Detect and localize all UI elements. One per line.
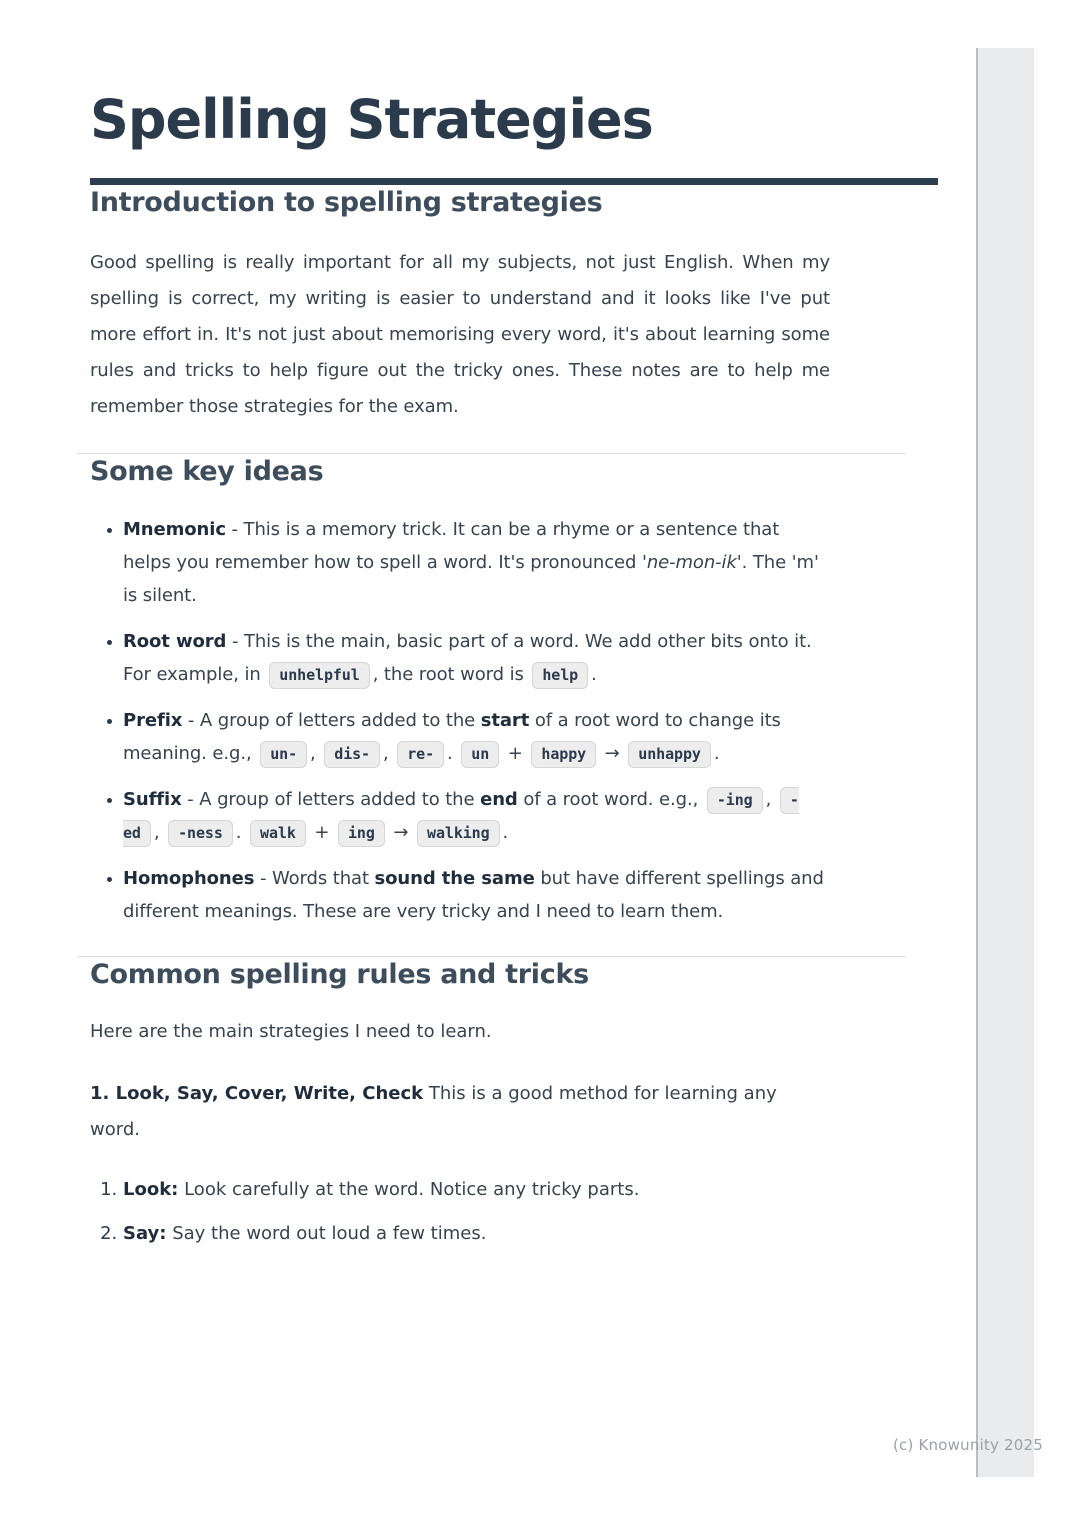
title-rule <box>90 178 938 185</box>
section-heading-introduction: Introduction to spelling strategies <box>90 187 603 219</box>
intro-paragraph: Good spelling is really important for all my subjects, not just English. When my spelling is correct, my writing is easier to understand and it looks like I've put more effort in. It's not just about memorising every word, it's about learning some rules and tricks to help figure out the tricky ones. These notes are to help me remember those strategies for the exam. <box>90 252 830 418</box>
page-title: Spelling Strategies <box>90 88 653 151</box>
page-edge-strip <box>976 48 1034 1477</box>
list-item-prefix: • Prefix - A group of letters added to the start of a root word to change its meaning. e.g., un- , dis- , re- . un + happy → unhappy . <box>123 704 830 770</box>
section-rules <box>90 957 938 1248</box>
section-heading-rules: Common spelling rules and tricks <box>90 959 589 991</box>
section-heading-key-ideas: Some key ideas <box>90 456 324 488</box>
list-item-suffix: • Suffix - A group of letters added to the end of a root word. e.g., -ing , -ed , -ness . walk + ing → walking . <box>123 783 830 849</box>
method-paragraph: 1. Look, Say, Cover, Write, Check This is a good method for learning any word. <box>90 1083 777 1141</box>
rules-lead-paragraph: Here are the main strategies I need to learn. <box>90 1021 492 1043</box>
section-introduction <box>90 185 938 425</box>
list-item-root-word: • Root word - This is the main, basic part of a word. We add other bits onto it. For example, in unhelpful , the root word is help . <box>123 625 830 691</box>
list-item-mnemonic: • Mnemonic - This is a memory trick. It can be a rhyme or a sentence that helps you remember how to spell a word. It's pronounced 'ne-mon-ik'. The 'm' is silent. <box>123 513 830 612</box>
method-steps-list <box>90 1176 810 1248</box>
footer-copyright: (c) Knowunity 2025 <box>893 1436 1043 1454</box>
key-ideas-list <box>90 513 830 928</box>
step-item-look: 1. Look: Look carefully at the word. Notice any tricky parts. <box>123 1176 810 1204</box>
step-item-say: 2. Say: Say the word out loud a few times. <box>123 1220 810 1248</box>
section-key-ideas <box>90 454 938 928</box>
list-item-homophones: • Homophones - Words that sound the same but have different spellings and different meanings. These are very tricky and I need to learn them. <box>123 862 830 928</box>
page-content <box>90 0 938 1264</box>
